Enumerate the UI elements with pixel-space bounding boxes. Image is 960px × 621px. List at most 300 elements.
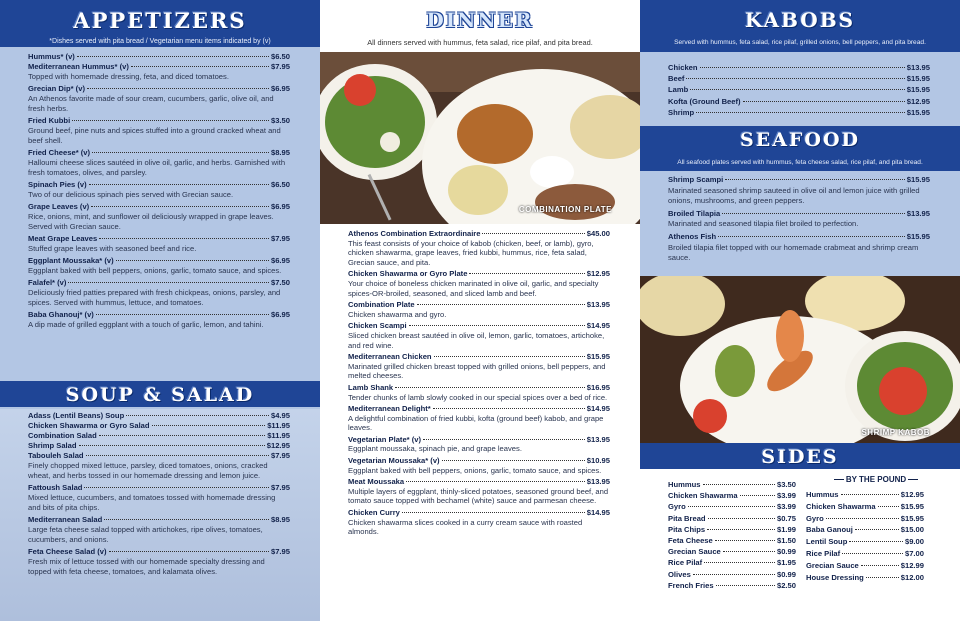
leader-dots [131, 66, 269, 67]
menu-item-name: Rice Pilaf [668, 558, 703, 568]
menu-item [0, 278, 320, 308]
dinner-header [320, 0, 640, 52]
menu-item-row [28, 148, 290, 158]
leader-dots [704, 562, 775, 563]
dinner-title: DINNER [426, 8, 534, 32]
kabobs-banner [640, 0, 960, 52]
menu-item-name: Pita Bread [668, 513, 706, 523]
dinner-list [320, 229, 640, 539]
soup-salad-banner [0, 381, 320, 407]
menu-item-name: Hummus* (v) [28, 52, 75, 61]
menu-item-row [348, 300, 610, 310]
menu-item-description: A delightful combination of fried kubbi, kofta (ground beef) kabob, and grape leaves. [348, 413, 604, 433]
leader-dots [116, 260, 269, 261]
sides-panel [640, 469, 960, 621]
menu-item-row [28, 441, 290, 451]
menu-item [798, 572, 958, 584]
menu-item-description: Deliciously fried patties prepared with fresh chickpeas, onions, parsley, and spices. Served with hummus, lettuce, and tomatoes. [28, 288, 281, 307]
menu-item-row [668, 232, 930, 243]
leader-dots [700, 67, 905, 68]
menu-item-name: Shrimp [668, 107, 695, 117]
menu-item-row [348, 352, 610, 362]
menu-item-price: $4.95 [270, 411, 290, 420]
leader-dots [707, 529, 775, 530]
dinner-note: All dinners served with hummus, feta salad, rice pilaf, and pita bread. [367, 38, 593, 47]
menu-item-name: Shrimp Salad [28, 441, 77, 450]
menu-item [0, 411, 320, 421]
right-column [640, 0, 960, 621]
menu-item-name: French Fries [668, 580, 714, 590]
menu-item-name: Eggplant Moussaka* (v) [28, 256, 114, 265]
menu-item-description: Sliced chicken breast sautéed in olive oil, lemon, garlic, tomatoes, artichoke, and red wine. [348, 330, 605, 350]
menu-item-name: Grecian Sauce [806, 560, 859, 570]
menu-item-name: Chicken [668, 63, 698, 72]
menu-item-row [668, 107, 930, 118]
menu-item-name: Chicken Shawarma [806, 501, 876, 511]
menu-item-price: $16.95 [586, 382, 610, 392]
menu-item-price: $1.50 [776, 536, 796, 546]
combination-plate-photo [320, 52, 640, 224]
leader-dots [866, 577, 899, 578]
menu-item-name: Vegetarian Plate* (v) [348, 434, 422, 444]
soup-salad-list [0, 409, 320, 621]
menu-item [798, 489, 958, 501]
menu-item-price: $15.95 [906, 107, 930, 117]
seafood-note: All seafood plates served with hummus, feta cheese salad, rice pilaf, and pita bread. [677, 159, 923, 166]
menu-item-row [348, 383, 610, 393]
menu-item [0, 421, 320, 431]
menu-item-name: Mediterranean Salad [28, 515, 103, 524]
by-the-pound-list [798, 489, 958, 583]
menu-item-name: Mediterranean Chicken [348, 352, 432, 362]
seafood-title: SEAFOOD [739, 129, 860, 151]
menu-item-price: $3.99 [776, 491, 796, 501]
menu-item-row [668, 479, 796, 490]
menu-item-row [668, 84, 930, 95]
menu-item-price: $11.95 [267, 431, 290, 440]
sides-banner [640, 443, 960, 469]
menu-item [798, 513, 958, 525]
menu-item [640, 580, 800, 591]
menu-item [640, 175, 960, 207]
menu-item-row [668, 501, 796, 512]
menu-item-row [806, 548, 924, 560]
menu-item [0, 84, 320, 114]
appetizers-banner [0, 0, 320, 47]
leader-dots [406, 481, 585, 482]
leader-dots [89, 184, 269, 185]
appetizers-title: APPETIZERS [73, 8, 247, 33]
menu-item [640, 96, 960, 107]
menu-item-price: $7.00 [904, 548, 924, 558]
menu-item-row [28, 256, 290, 266]
leader-dots [87, 88, 269, 89]
menu-item [798, 548, 958, 560]
menu-item [0, 180, 320, 200]
leader-dots [716, 585, 775, 586]
menu-item [320, 229, 640, 267]
menu-item-price: $7.95 [270, 234, 290, 243]
menu-item-name: Shrimp Scampi [668, 175, 724, 184]
menu-item-row [668, 209, 930, 220]
menu-item-name: Broiled Tilapia [668, 208, 721, 218]
menu-item-name: Meat Grape Leaves [28, 234, 98, 243]
menu-item-name: Baba Ghanouj* (v) [28, 310, 94, 319]
menu-item [0, 148, 320, 178]
menu-item-row [668, 62, 930, 73]
menu-item-description: An Athenos favorite made of sour cream, cucumbers, garlic, olive oil, and fresh herbs. [28, 94, 274, 113]
menu-item [640, 479, 800, 490]
menu-item-name: Beef [668, 74, 685, 84]
menu-item-price: $0.99 [776, 569, 796, 579]
menu-item-price: $1.99 [776, 524, 796, 534]
leader-dots [395, 387, 585, 388]
leader-dots [740, 495, 775, 496]
menu-item [0, 515, 320, 545]
leader-dots [725, 179, 904, 180]
menu-item [320, 404, 640, 433]
menu-item-name: Baba Ganouj [806, 525, 853, 535]
menu-item-row [668, 96, 930, 107]
menu-item-description: Eggplant baked with bell peppers, onions, garlic, tomato sauce, and spices. [28, 266, 282, 275]
menu-item-name: Combination Plate [348, 300, 415, 310]
menu-item-row [668, 513, 796, 524]
menu-item-description: Broiled tilapia filet topped with our homemade crabmeat and shrimp cream sauce. [668, 242, 919, 263]
menu-item-row [806, 524, 924, 536]
menu-item-price: $12.95 [586, 269, 610, 279]
menu-item [0, 451, 320, 481]
leader-dots [72, 120, 269, 121]
menu-item-price: $12.95 [900, 490, 924, 499]
by-the-pound-label: BY THE POUND [845, 475, 907, 484]
menu-item-price: $1.95 [776, 558, 796, 568]
menu-item-price: $15.95 [900, 501, 924, 511]
leader-dots [68, 282, 269, 283]
menu-item-row [806, 572, 924, 584]
menu-item-row [348, 269, 610, 279]
menu-item-description: Tender chunks of lamb slowly cooked in our special spices over a bed of rice. [348, 392, 608, 402]
menu-item-price: $0.75 [776, 513, 796, 523]
menu-item [320, 456, 640, 475]
kabobs-list [640, 52, 960, 118]
menu-item [640, 557, 800, 568]
menu-item-description: Halloumi cheese slices sautéed in olive oil, garlic, and herbs. Garnished with fresh tomatoes, olives, and parsley. [28, 158, 286, 177]
menu-item-price: $14.95 [586, 321, 610, 331]
menu-item-row [806, 501, 924, 513]
soup-salad-title: SOUP & SALAD [65, 384, 255, 406]
menu-item-name: Athenos Combination Extraordinaire [348, 229, 481, 238]
menu-item-name: Feta Cheese Salad (v) [28, 547, 107, 556]
combination-plate-caption: COMBINATION PLATE [518, 205, 612, 214]
menu-item [640, 546, 800, 557]
menu-item-name: Hummus [668, 480, 701, 489]
menu-item [640, 501, 800, 512]
leader-dots [96, 314, 269, 315]
menu-item [0, 116, 320, 146]
menu-item-row [668, 535, 796, 546]
leader-dots [693, 574, 775, 575]
leader-dots [423, 439, 585, 440]
menu-item-price: $13.95 [906, 208, 930, 218]
menu-item-name: Chicken Scampi [348, 321, 407, 331]
menu-item-name: Fried Kubbi [28, 116, 71, 125]
menu-item-description: Rice, onions, mint, and sunflower oil deliciously wrapped in grape leaves. Served with Grecian sauce. [28, 212, 274, 231]
menu-item-price: $12.00 [900, 572, 924, 582]
leader-dots [841, 494, 899, 495]
menu-item-name: Fattoush Salad [28, 483, 83, 492]
menu-item-price: $7.95 [270, 547, 290, 556]
menu-item-row [668, 175, 930, 186]
menu-item-name: Spinach Pies (v) [28, 180, 87, 189]
menu-item-price: $3.99 [776, 502, 796, 512]
menu-item-name: Chicken Shawarma or Gyro Plate [348, 269, 468, 279]
menu-item-name: Lentil Soup [806, 537, 848, 547]
menu-item [320, 383, 640, 402]
sides-title: SIDES [761, 446, 839, 468]
menu-item-price: $7.50 [270, 278, 290, 287]
menu-item [640, 62, 960, 73]
menu-item [0, 441, 320, 451]
menu-item-name: Mediterranean Hummus* (v) [28, 62, 129, 71]
menu-item [0, 547, 320, 577]
menu-item-row [28, 202, 290, 212]
menu-item-description: Ground beef, pine nuts and spices stuffed into a ground cracked wheat and beef shell. [28, 126, 281, 145]
menu-item-description: Eggplant baked with bell peppers, onions, garlic, tomato sauce, and spices. [348, 465, 602, 475]
leader-dots [152, 425, 266, 426]
menu-item-row [28, 547, 290, 557]
menu-item-row [806, 560, 924, 572]
menu-item-description: Topped with homemade dressing, feta, and diced tomatoes. [28, 72, 229, 81]
menu-item-price: $15.95 [906, 231, 930, 241]
menu-item-price: $6.50 [270, 52, 290, 61]
leader-dots [434, 356, 585, 357]
menu-item [640, 569, 800, 580]
leader-dots [708, 518, 775, 519]
leader-dots [77, 56, 269, 57]
menu-item-name: Feta Cheese [668, 536, 713, 546]
menu-item [0, 62, 320, 82]
menu-item-name: Chicken Curry [348, 508, 400, 518]
menu-item-description: Two of our delicious spinach pies served with Grecian sauce. [28, 190, 234, 199]
menu-item-row [28, 421, 290, 431]
menu-item-name: Vegetarian Moussaka* (v) [348, 456, 440, 466]
menu-item-price: $12.95 [906, 96, 930, 106]
sides-list [640, 479, 800, 591]
menu-item [0, 310, 320, 330]
menu-item [640, 524, 800, 535]
menu-item-price: $15.95 [906, 85, 930, 95]
menu-item [320, 321, 640, 350]
menu-item-description: Eggplant moussaka, spinach pie, and grape leaves. [348, 444, 522, 454]
leader-dots [104, 519, 269, 520]
leader-dots [842, 553, 903, 554]
menu-item-price: $14.95 [586, 404, 610, 414]
menu-item-description: Marinated and seasoned tilapia filet broiled to perfection. [668, 219, 859, 229]
menu-item-price: $7.95 [270, 483, 290, 492]
menu-item-name: Gyro [806, 513, 824, 523]
menu-item-name: Rice Pilaf [806, 548, 841, 558]
menu-item-row [28, 180, 290, 190]
leader-dots [126, 415, 269, 416]
menu-item [798, 501, 958, 513]
menu-item [640, 513, 800, 524]
menu-item-row [28, 411, 290, 421]
leader-dots [690, 89, 905, 90]
appetizers-list [0, 47, 320, 330]
leader-dots [442, 460, 585, 461]
leader-dots [402, 512, 585, 513]
menu-item-name: House Dressing [806, 572, 864, 582]
menu-item-row [28, 278, 290, 288]
menu-item-price: $13.95 [586, 300, 610, 310]
menu-item [320, 352, 640, 381]
menu-item-name: Athenos Fish [668, 231, 717, 241]
menu-item [320, 435, 640, 454]
menu-item-name: Chicken Shawarma [668, 491, 738, 501]
menu-item [640, 84, 960, 95]
menu-item-price: $15.00 [900, 525, 924, 535]
leader-dots [688, 506, 775, 507]
menu-item-row [806, 513, 924, 525]
menu-item-name: Tabouleh Salad [28, 451, 84, 460]
menu-item-name: Grecian Dip* (v) [28, 84, 85, 93]
menu-item-name: Meat Moussaka [348, 477, 405, 487]
leader-dots [715, 540, 775, 541]
menu-item-row [348, 229, 610, 239]
leader-dots [826, 518, 899, 519]
menu-item-price: $15.95 [906, 175, 930, 184]
menu-item [640, 535, 800, 546]
menu-item-price: $14.95 [586, 508, 610, 518]
menu-item-description: Marinated seasoned shrimp sauteed in olive oil and lemon juice with grilled onions, mushrooms, and green peppers. [668, 185, 920, 206]
menu-item-row [28, 483, 290, 493]
menu-item-row [668, 524, 796, 535]
leader-dots [79, 445, 265, 446]
kabobs-note: Served with hummus, feta salad, rice pilaf, grilled onions, bell peppers, and pita bread. [674, 39, 926, 46]
menu-item-row [28, 84, 290, 94]
seafood-list [640, 175, 960, 266]
leader-dots [718, 236, 905, 237]
menu-item-price: $3.50 [270, 116, 290, 125]
kabobs-title: KABOBS [744, 8, 856, 32]
menu-item-price: $7.95 [270, 62, 290, 71]
leader-dots [433, 408, 585, 409]
menu-item-name: Kofta (Ground Beef) [668, 96, 741, 106]
menu-item-row [806, 489, 924, 501]
menu-item [640, 490, 800, 501]
menu-item [0, 234, 320, 254]
menu-item-price: $15.95 [906, 74, 930, 84]
menu-item-row [668, 569, 796, 580]
menu-item-row [668, 546, 796, 557]
menu-item [798, 524, 958, 536]
menu-item-name: Pita Chips [668, 524, 706, 534]
leader-dots [409, 325, 585, 326]
menu-item-price: $45.00 [586, 229, 610, 238]
leader-dots [723, 551, 775, 552]
menu-item-name: Adass (Lentil Beans) Soup [28, 411, 125, 420]
leader-dots [99, 435, 265, 436]
menu-item [320, 477, 640, 506]
menu-item-row [348, 477, 610, 487]
menu-item-name: Chicken Shawarma or Gyro Salad [28, 421, 150, 430]
shrimp-kabob-photo [640, 276, 960, 443]
menu-item [320, 269, 640, 298]
menu-item-row [28, 451, 290, 461]
leader-dots [743, 101, 905, 102]
menu-item-description: Your choice of boneless chicken marinated in olive oil, garlic, and specialty spices-OR-broiled, seasoned, and sliced lamb and beef. [348, 278, 599, 298]
leader-dots [696, 112, 905, 113]
menu-item [640, 232, 960, 264]
menu-item-name: Olives [668, 569, 691, 579]
menu-item [0, 431, 320, 441]
menu-item-row [28, 515, 290, 525]
shrimp-kabob-caption: SHRIMP KABOB [861, 428, 930, 437]
leader-dots [91, 206, 269, 207]
leader-dots [84, 487, 269, 488]
leader-dots [99, 238, 269, 239]
menu-item-price: $13.95 [906, 63, 930, 72]
menu-item-price: $13.95 [586, 477, 610, 487]
menu-item-price: $11.95 [267, 421, 290, 430]
menu-item [798, 560, 958, 572]
menu-item [320, 300, 640, 319]
menu-item-row [28, 116, 290, 126]
menu-item-description: Chicken shawarma and gyro. [348, 309, 447, 319]
menu-item-price: $6.95 [270, 310, 290, 319]
menu-item-name: Combination Salad [28, 431, 97, 440]
leader-dots [849, 541, 903, 542]
menu-item [0, 256, 320, 276]
leader-dots [878, 506, 899, 507]
leader-dots [861, 565, 899, 566]
menu-item-description: Marinated grilled chicken breast topped with grilled onions, bell peppers, and melted cheeses. [348, 361, 606, 381]
menu-item [798, 536, 958, 548]
menu-item-row [28, 431, 290, 441]
menu-item-description: A dip made of grilled eggplant with a touch of garlic, lemon, and tahini. [28, 320, 264, 329]
menu-item-price: $6.95 [270, 84, 290, 93]
menu-item-row [28, 310, 290, 320]
menu-item-description: Mixed lettuce, cucumbers, and tomatoes tossed with homemade dressing and bits of pita chips. [28, 493, 276, 512]
menu-item-name: Falafel* (v) [28, 278, 67, 287]
leader-dots [482, 233, 584, 234]
leader-dots [92, 152, 269, 153]
menu-item-description: Multiple layers of eggplant, thinly-sliced potatoes, seasoned ground beef, and tomato sauce topped with bechamel (white) sauce and parmesan cheese. [348, 486, 609, 506]
menu-item-price: $12.95 [266, 441, 290, 450]
menu-item-price: $13.95 [586, 434, 610, 444]
menu-item [0, 52, 320, 62]
menu-item [0, 483, 320, 513]
menu-item-price: $12.99 [900, 560, 924, 570]
menu-item-name: Hummus [806, 490, 839, 499]
menu-item-price: $10.95 [586, 456, 610, 466]
menu-item-row [348, 321, 610, 331]
leader-dots [855, 529, 899, 530]
menu-item-row [668, 490, 796, 501]
menu-item-description: Large feta cheese salad topped with artichokes, ripe olives, tomatoes, cucumbers, and onions. [28, 525, 263, 544]
menu-item-description: This feast consists of your choice of kabob (chicken, beef, or lamb), gyro, chicken shawarma, grape leaves, fried kubbi, hummus, rice, feta salad, Grecian sauce, and pita. [348, 238, 594, 267]
leader-dots [686, 78, 904, 79]
menu-item-name: Mediterranean Delight* [348, 404, 431, 414]
leader-dots [703, 484, 775, 485]
seafood-banner [640, 126, 960, 171]
menu-item-price: $7.95 [270, 451, 290, 460]
by-the-pound-title [806, 475, 946, 484]
menu-item [640, 209, 960, 230]
menu-item-price: $6.95 [270, 202, 290, 211]
menu-item [640, 107, 960, 118]
leader-dots [109, 551, 269, 552]
